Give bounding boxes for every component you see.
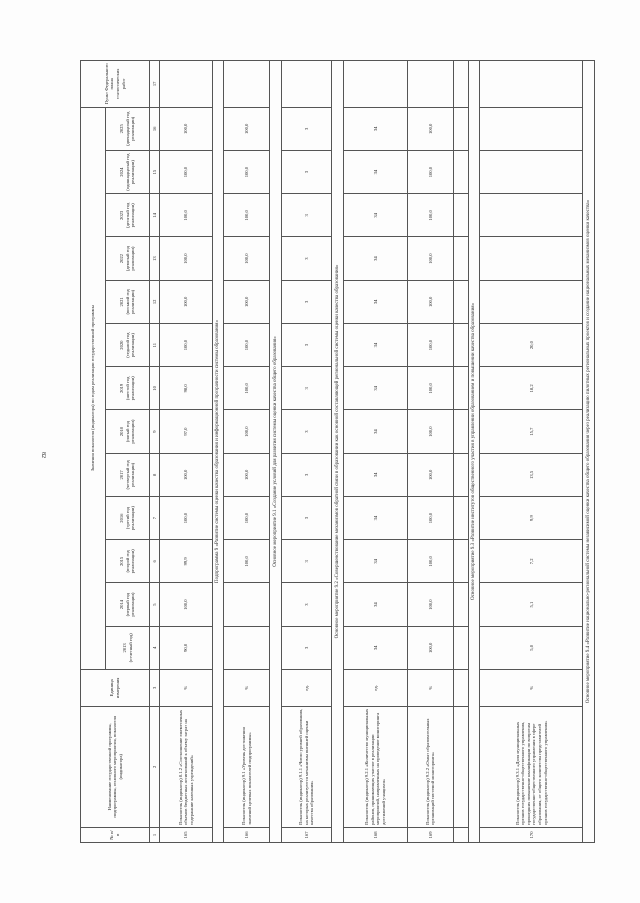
- plan-cell: [281, 61, 331, 108]
- empty-cell: [453, 107, 468, 150]
- empty-cell: [453, 61, 468, 108]
- value: 100,0: [224, 107, 270, 150]
- col-number: 12: [149, 280, 159, 323]
- value: [224, 626, 270, 669]
- value: 100,0: [407, 626, 453, 669]
- value: 3: [281, 497, 331, 540]
- value: 100,0: [407, 540, 453, 583]
- value: 100,0: [160, 497, 213, 540]
- empty-cell: [453, 670, 468, 707]
- col-number: 1: [149, 827, 159, 842]
- header-year: 2022 (девятый год реализации): [106, 237, 150, 280]
- value: 15,7: [480, 410, 583, 453]
- value: 3: [281, 410, 331, 453]
- empty-cell: [453, 367, 468, 410]
- value: 3: [281, 151, 331, 194]
- col-number: 2: [149, 706, 159, 827]
- value: 100,0: [160, 194, 213, 237]
- indicator-name: Показатель (индикатор) 9.2.1 «Количество муниципальных районов, принимающих участие в реализации мероприятий, направленных на проведение мониторинга достижений учащихся»: [343, 706, 407, 827]
- row-number: 167: [281, 827, 331, 842]
- unit: ед.: [343, 670, 407, 707]
- value: 13,5: [480, 453, 583, 496]
- value: 5,0: [480, 626, 583, 669]
- value: 100,0: [160, 324, 213, 367]
- header-year: 2020 (седьмой год реализации): [106, 324, 150, 367]
- empty-cell: [453, 324, 468, 367]
- value: 100,0: [224, 151, 270, 194]
- value: 34: [343, 194, 407, 237]
- plan-cell: [160, 61, 213, 108]
- plan-cell: [407, 61, 453, 108]
- header-year: 2014 (первый год реализации): [106, 583, 150, 626]
- header-year: 2016 (третий год реализации): [106, 497, 150, 540]
- table-row: [407, 61, 453, 843]
- value: 98,0: [160, 367, 213, 410]
- value: 100,0: [160, 280, 213, 323]
- indicator-name: Показатель (индикатор) 9.2.2 «Охват образовательных организаций системой мониторинга»: [407, 706, 453, 827]
- value: [480, 194, 583, 237]
- header-year: 2013 (отчетный год): [106, 626, 150, 669]
- value: 9,9: [480, 497, 583, 540]
- value: 3: [281, 107, 331, 150]
- header-year: 2018 (пятый год реализации): [106, 410, 150, 453]
- empty-cell: [453, 151, 468, 194]
- unit: ед.: [281, 670, 331, 707]
- col-number: 6: [149, 540, 159, 583]
- empty-cell: [453, 540, 468, 583]
- empty-row: [453, 61, 468, 843]
- value: 18,2: [480, 367, 583, 410]
- value: 100,0: [224, 540, 270, 583]
- column-numbers-row: [149, 61, 159, 843]
- col-number: 7: [149, 497, 159, 540]
- unit: %: [407, 670, 453, 707]
- value: [480, 237, 583, 280]
- header-name: Наименование государственной программы, подпрограммы, основного мероприятия, показателя (индикатора): [81, 706, 150, 827]
- col-number: 9: [149, 410, 159, 453]
- value: 34: [343, 237, 407, 280]
- value: 100,0: [407, 453, 453, 496]
- empty-cell: [453, 453, 468, 496]
- value: 100,0: [407, 367, 453, 410]
- empty-cell: [453, 237, 468, 280]
- value: 34: [343, 324, 407, 367]
- value: 100,0: [224, 453, 270, 496]
- value: 34: [343, 453, 407, 496]
- empty-cell: [453, 626, 468, 669]
- header-row-1: [81, 61, 106, 843]
- value: 100,0: [160, 151, 213, 194]
- value: 3: [281, 626, 331, 669]
- measure-title: Основное мероприятие 9.1 «Создание условий для развития системы оценки качества общего образования»: [270, 61, 281, 843]
- value: 100,0: [407, 151, 453, 194]
- col-number: 8: [149, 453, 159, 496]
- value: 5,1: [480, 583, 583, 626]
- value: 34: [343, 497, 407, 540]
- value: 100,0: [224, 410, 270, 453]
- value: 100,0: [407, 497, 453, 540]
- value: 34: [343, 540, 407, 583]
- empty-cell: [453, 280, 468, 323]
- col-number: 13: [149, 237, 159, 280]
- header-year: 2021 (восьмой год реализации): [106, 280, 150, 323]
- unit: %: [480, 670, 583, 707]
- col-number: 10: [149, 367, 159, 410]
- value: 3: [281, 237, 331, 280]
- measure-title: Основное мероприятие 9.3 «Развитие институтов общественного участия в управлении образованием и повышении качества образования»: [468, 61, 479, 843]
- section-row: [212, 61, 223, 843]
- value: 100,0: [160, 453, 213, 496]
- indicator-name: Показатель (индикатор) 9.1 «Уровень достижения значений целевых показателей подпрограммы»: [224, 706, 270, 827]
- plan-cell: [343, 61, 407, 108]
- unit: %: [224, 670, 270, 707]
- header-plan: Пункт Федерального плана статистических работ: [81, 61, 150, 108]
- col-number: 16: [149, 107, 159, 150]
- section-row: [583, 61, 595, 843]
- measure-title: Основное мероприятие 9.2 «Совершенствование механизмов обратной связи в образовании как основной составляющей региональной системы оценки качества образования»: [332, 61, 343, 843]
- value: 100,0: [407, 324, 453, 367]
- value: 34: [343, 151, 407, 194]
- value: 100,0: [224, 237, 270, 280]
- value: 34: [343, 626, 407, 669]
- plan-cell: [480, 61, 583, 108]
- empty-cell: [453, 706, 468, 827]
- value: 100,0: [224, 497, 270, 540]
- col-number: 4: [149, 626, 159, 669]
- value: 3: [281, 280, 331, 323]
- value: [480, 280, 583, 323]
- rotated-table-page: [80, 60, 595, 843]
- value: 34: [343, 367, 407, 410]
- value: 20,0: [480, 324, 583, 367]
- value: 100,0: [160, 237, 213, 280]
- value: 3: [281, 583, 331, 626]
- value: 3: [281, 324, 331, 367]
- value: 100,0: [407, 410, 453, 453]
- col-number: 14: [149, 194, 159, 237]
- value: 100,0: [224, 194, 270, 237]
- value: [224, 583, 270, 626]
- value: 100,0: [407, 107, 453, 150]
- value: 100,0: [407, 194, 453, 237]
- row-number: 165: [160, 827, 213, 842]
- row-number: 168: [343, 827, 407, 842]
- table-row: [480, 61, 583, 843]
- value: 100,0: [407, 583, 453, 626]
- value: 100,0: [160, 107, 213, 150]
- header-year: 2025 (двенадцатый год реализации): [106, 107, 150, 150]
- empty-cell: [453, 497, 468, 540]
- col-number: 3: [149, 670, 159, 707]
- empty-cell: [453, 194, 468, 237]
- value: 100,0: [407, 237, 453, 280]
- subprogram-title: Подпрограмма 9 «Развитие системы оценки качества образования и информационной прозрачности системы образования»: [212, 61, 223, 843]
- col-number: 17: [149, 61, 159, 108]
- empty-cell: [453, 410, 468, 453]
- col-number: 15: [149, 151, 159, 194]
- section-row: [332, 61, 343, 843]
- table-row: [224, 61, 270, 843]
- empty-cell: [453, 583, 468, 626]
- value: [480, 151, 583, 194]
- section-row: [468, 61, 479, 843]
- header-values-group: Значения показателя (индикатора) по годам реализации государственной программы: [81, 107, 106, 669]
- value: 34: [343, 280, 407, 323]
- table-row: [160, 61, 213, 843]
- plan-cell: [224, 61, 270, 108]
- header-year: 2024 (одиннадцатый год реализации): [106, 151, 150, 194]
- table-row: [343, 61, 407, 843]
- value: 90,0: [160, 626, 213, 669]
- value: 99,9: [160, 540, 213, 583]
- table-row: [281, 61, 331, 843]
- value: 3: [281, 540, 331, 583]
- indicator-name: Показатель (индикатор) 9.1.1 «Число уровней образования, на которых реализуются механизмы внешней оценки качества образования»: [281, 706, 331, 827]
- indicators-table: [80, 60, 595, 843]
- indicator-name: Показатель (индикатор) 8.1.2 «Соотношение ежемесячных объемов бюджетных ассигнований к объему затрат на содержание казенных учреждений»: [160, 706, 213, 827]
- empty-cell: [453, 827, 468, 842]
- value: 100,0: [224, 324, 270, 367]
- value: 100,0: [407, 280, 453, 323]
- value: 3: [281, 453, 331, 496]
- value: 100,0: [160, 583, 213, 626]
- header-year: 2023 (десятый год реализации): [106, 194, 150, 237]
- col-number: 11: [149, 324, 159, 367]
- measure-title: Основное мероприятие 9.4 «Развитие национально-региональной системы независимой оценки качества общего образования через реализацию пилотных региональных проектов и создание национальных механизмов оценки качества»: [583, 61, 595, 843]
- value: [480, 107, 583, 150]
- header-year: 2017 (четвертый год реализации): [106, 453, 150, 496]
- value: 100,0: [224, 280, 270, 323]
- header-year: 2015 (второй год реализации): [106, 540, 150, 583]
- row-number: 169: [407, 827, 453, 842]
- value: 97,0: [160, 410, 213, 453]
- page-number: 82: [40, 452, 46, 458]
- unit: %: [160, 670, 213, 707]
- section-row: [270, 61, 281, 843]
- value: 34: [343, 583, 407, 626]
- row-number: 170: [480, 827, 583, 842]
- header-unit: Единица измерения: [81, 670, 150, 707]
- value: 34: [343, 410, 407, 453]
- value: 100,0: [224, 367, 270, 410]
- header-year: 2019 (шестой год реализации): [106, 367, 150, 410]
- header-num: № п/п: [81, 827, 150, 842]
- value: 34: [343, 107, 407, 150]
- value: 3: [281, 194, 331, 237]
- col-number: 5: [149, 583, 159, 626]
- row-number: 166: [224, 827, 270, 842]
- value: 7,2: [480, 540, 583, 583]
- indicator-name: Показатель (индикатор) 9.3.1 «Доля муниципальных органов государственно-общественного управления, прошедших повышение квалификации по вопросам государственно-общественного управления в сфере образования, от общего количества представителей органов государственно-общественного управления»: [480, 706, 583, 827]
- value: 3: [281, 367, 331, 410]
